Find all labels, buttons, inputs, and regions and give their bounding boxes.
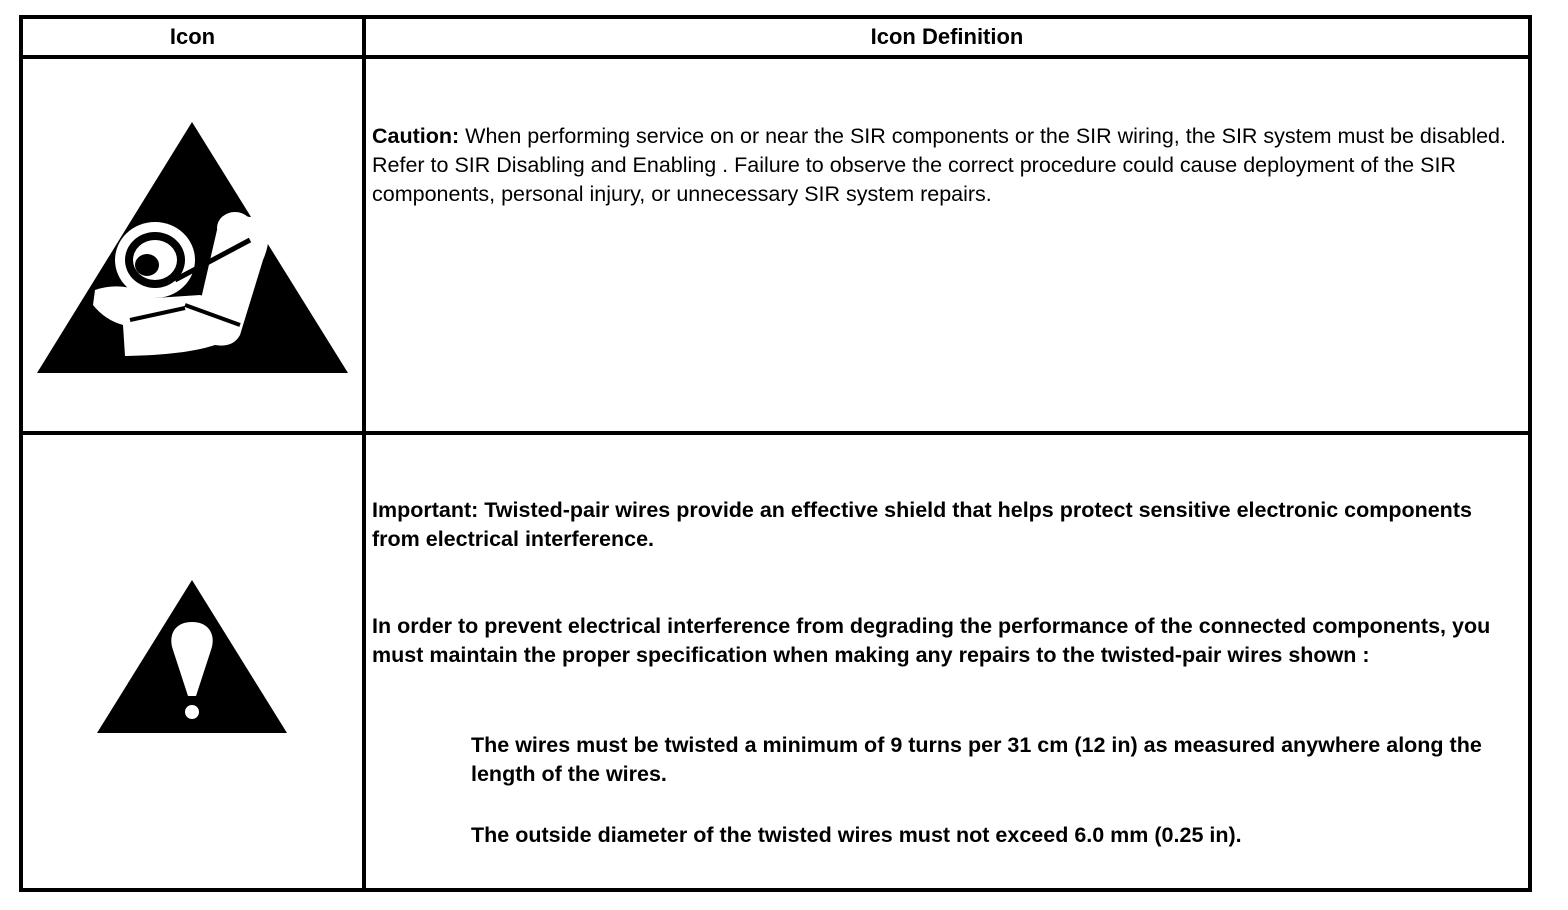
important-paragraph: Important: Twisted-pair wires provide an effective shield that helps protect sensitive electronic components from electrical interference.	[372, 498, 1472, 551]
spec-twist-turns: The wires must be twisted a minimum of 9 turns per 31 cm (12 in) as measured anywhere along the length of the wires.	[471, 733, 1482, 786]
header-divider	[19, 55, 1532, 59]
caution-text	[372, 122, 1522, 209]
column-divider	[362, 15, 366, 892]
caution-label: Caution:	[372, 124, 460, 148]
caution-body: When performing service on or near the SIR components or the SIR wiring, the SIR system must be disabled. Refer to SIR Disabling and Enabling . Failure to observe the correct procedure could cause deployment of the SIR components, personal injury, or unnecessary SIR system repairs.	[372, 124, 1506, 206]
header-icon: Icon	[169, 24, 216, 49]
spec-outside-diameter: The outside diameter of the twisted wires must not exceed 6.0 mm (0.25 in).	[471, 823, 1242, 847]
important-exclamation-icon	[95, 578, 289, 735]
interference-paragraph: In order to prevent electrical interference from degrading the performance of the connected components, you must maintain the proper specification when making any repairs to the twisted-pair wires shown :	[372, 614, 1491, 667]
row-divider	[19, 431, 1532, 435]
sir-airbag-warning-icon	[35, 120, 350, 376]
header-icon-definition: Icon Definition	[870, 24, 1024, 49]
